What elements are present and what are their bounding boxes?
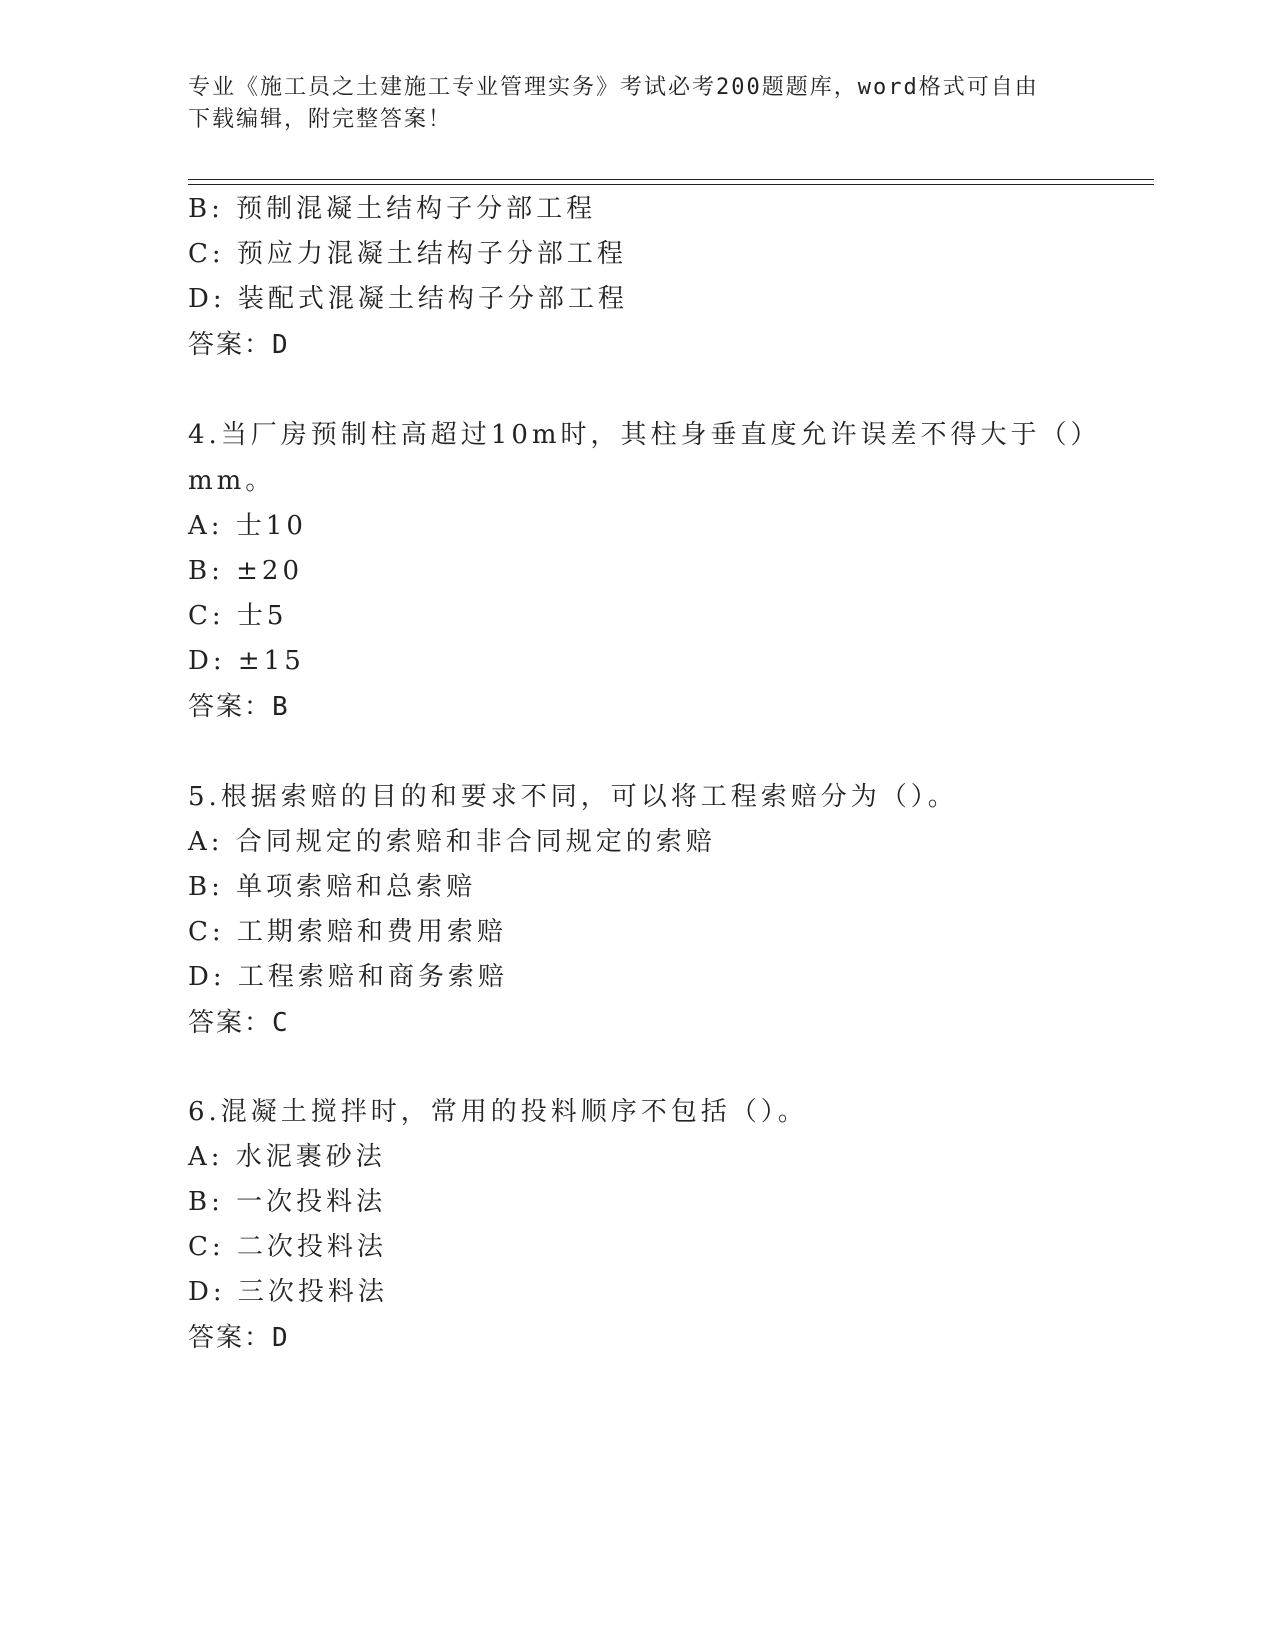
q3-answer: 答案：D — [188, 330, 290, 360]
document-header — [188, 72, 1088, 136]
q3-option-b: B: 预制混凝土结构子分部工程 — [188, 194, 597, 224]
q6-stem: 6.混凝土搅拌时，常用的投料顺序不包括（）。 — [188, 1097, 808, 1127]
q3-option-d: D: 装配式混凝土结构子分部工程 — [188, 284, 628, 314]
q4-option-d: D: ±15 — [188, 646, 305, 676]
q5-option-b: B: 单项索赔和总索赔 — [188, 872, 477, 902]
header-line-1: 专业《施工员之土建施工专业管理实务》考试必考200题题库，word格式可自由 — [188, 75, 1039, 100]
q5-option-d: D: 工程索赔和商务索赔 — [188, 962, 508, 992]
q4-stem-line-1: 4.当厂房预制柱高超过10m时，其柱身垂直度允许误差不得大于（） — [188, 420, 1101, 450]
q5-answer: 答案：C — [188, 1008, 290, 1038]
q6-option-a: A: 水泥裹砂法 — [188, 1142, 386, 1172]
q5-option-c: C: 工期索赔和费用索赔 — [188, 917, 507, 947]
q4-option-a: A: 士10 — [188, 511, 307, 541]
q5-option-a: A: 合同规定的索赔和非合同规定的索赔 — [188, 827, 716, 857]
q4-stem-line-2: mm。 — [188, 466, 276, 496]
q4-option-b: B: ±20 — [188, 556, 303, 586]
q4-option-c: C: 士5 — [188, 601, 288, 631]
header-line-2: 下载编辑，附完整答案！ — [188, 107, 453, 132]
q4-answer: 答案：B — [188, 692, 290, 722]
q6-option-b: B: 一次投料法 — [188, 1187, 387, 1217]
q3-option-c: C: 预应力混凝土结构子分部工程 — [188, 239, 627, 269]
header-divider-top — [188, 179, 1154, 180]
q6-option-d: D: 三次投料法 — [188, 1277, 388, 1307]
header-divider-bottom — [188, 184, 1154, 185]
q6-answer: 答案：D — [188, 1323, 290, 1353]
q6-option-c: C: 二次投料法 — [188, 1232, 387, 1262]
q5-stem: 5.根据索赔的目的和要求不同，可以将工程索赔分为（）。 — [188, 782, 958, 812]
